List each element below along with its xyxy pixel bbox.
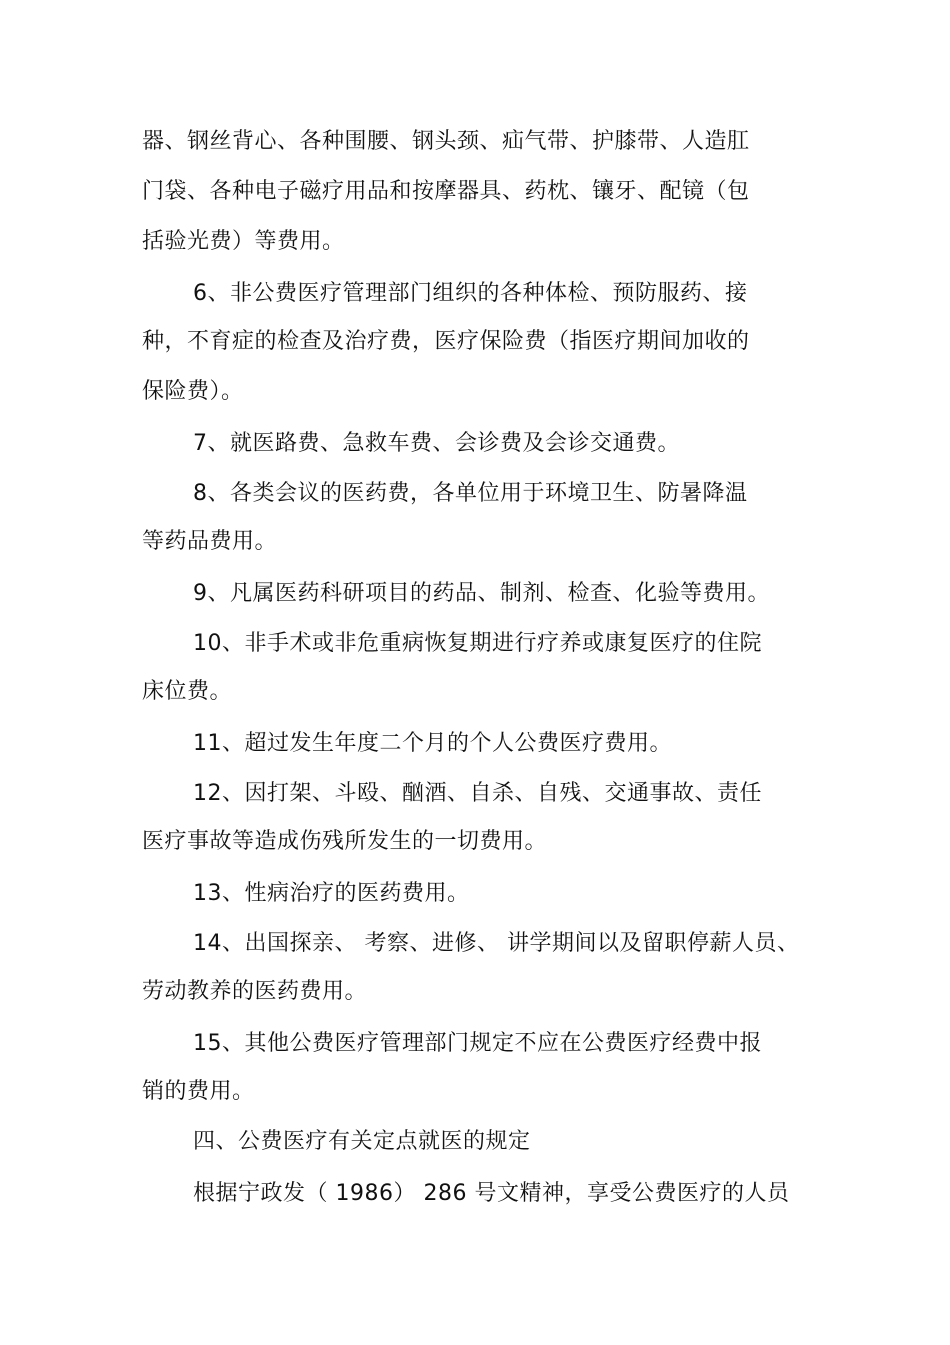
list-item-9: 9、凡属医药科研项目的药品、制剂、检查、化验等费用。 — [193, 581, 770, 606]
text-line: 保险费）。 — [142, 379, 244, 404]
text-line: 销的费用。 — [142, 1079, 255, 1104]
text-line: 等药品费用。 — [142, 529, 278, 554]
paragraph-start: 根据宁政发（ 1986） 286 号文精神，享受公费医疗的人员 — [193, 1181, 790, 1206]
list-item-7: 7、就医路费、急救车费、会诊费及会诊交通费。 — [193, 431, 680, 456]
list-item-15: 15、其他公费医疗管理部门规定不应在公费医疗经费中报 — [193, 1031, 762, 1056]
text-line: 门袋、各种电子磁疗用品和按摩器具、药枕、镶牙、配镜（包 — [142, 179, 750, 204]
text-line: 劳动教养的医药费用。 — [142, 979, 368, 1004]
list-item-10: 10、非手术或非危重病恢复期进行疗养或康复医疗的住院 — [193, 631, 762, 656]
list-item-12: 12、因打架、斗殴、酗酒、自杀、自残、交通事故、责任 — [193, 781, 762, 806]
text-line: 医疗事故等造成伤残所发生的一切费用。 — [142, 829, 548, 854]
list-item-6: 6、非公费医疗管理部门组织的各种体检、预防服药、接 — [193, 281, 748, 306]
list-item-14: 14、出国探亲、 考察、进修、 讲学期间以及留职停薪人员、 — [193, 931, 800, 956]
section-heading: 四、公费医疗有关定点就医的规定 — [193, 1129, 531, 1154]
list-item-13: 13、性病治疗的医药费用。 — [193, 881, 470, 906]
list-item-8: 8、各类会议的医药费，各单位用于环境卫生、防暑降温 — [193, 481, 748, 506]
list-item-11: 11、超过发生年度二个月的个人公费医疗费用。 — [193, 731, 672, 756]
text-line: 括验光费）等费用。 — [142, 229, 345, 254]
text-line: 床位费。 — [142, 679, 233, 704]
text-line: 种，不育症的检查及治疗费，医疗保险费（指医疗期间加收的 — [142, 329, 750, 354]
text-line: 器、钢丝背心、各种围腰、钢头颈、疝气带、护膝带、人造肛 — [142, 129, 750, 154]
